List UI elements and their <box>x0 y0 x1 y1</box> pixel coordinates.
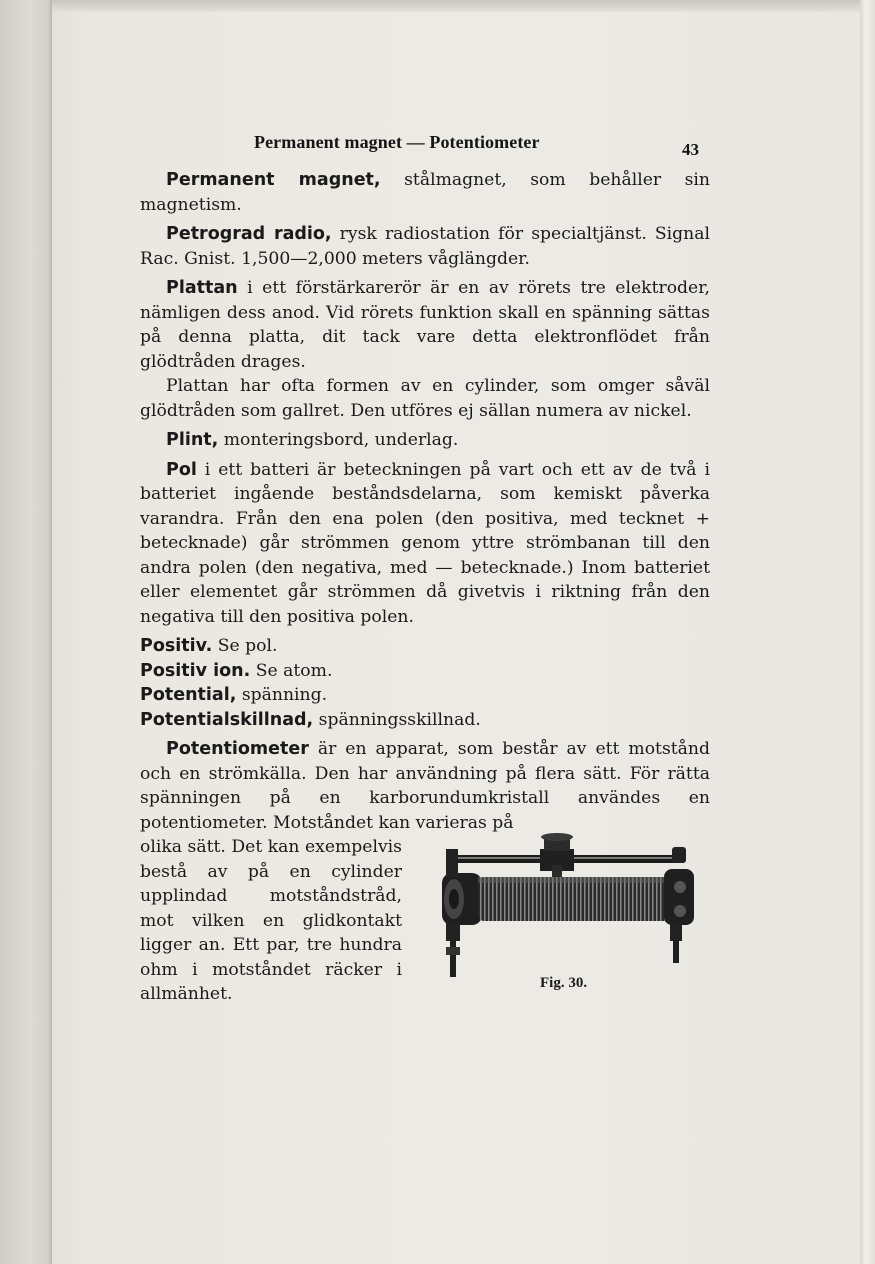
entry-term: Plint, <box>166 430 219 450</box>
page-body <box>140 168 710 1010</box>
entry-positiv <box>140 634 710 659</box>
entry-plint <box>140 428 710 453</box>
entry-text: Plattan har ofta formen av en cylinder, som omger såväl glödtråden som gallret. Den utföres ej sällan numera av nickel. <box>140 376 710 421</box>
entry-text: rysk radiostation för specialtjänst. Signal Rac. Gnist. 1,500—2,000 meters våglängder. <box>140 224 710 269</box>
entry-plattan <box>140 276 710 374</box>
entry-potential <box>140 683 710 708</box>
entry-term: Potentialskillnad, <box>140 709 314 730</box>
entry-potentialskillnad <box>140 708 710 733</box>
entry-text: olika sätt. Det kan exempelvis bestå av på en cylinder upplindad motståndstråd, mot vilken en glidkontakt ligger an. Ett par, tre hundra ohm i motståndet räcker i allmänhet. <box>140 837 402 1004</box>
entry-term: Pol <box>166 459 197 480</box>
entry-term: Positiv ion. <box>140 660 251 681</box>
entry-text: stålmagnet, som behåller sin magnetism. <box>140 170 710 215</box>
running-head: Permanent magnet — Potentiometer <box>254 132 540 152</box>
entry-text: Se pol. <box>212 636 278 656</box>
entry-petrograd-radio <box>140 222 710 271</box>
entry-text: spänningsskillnad. <box>313 709 481 730</box>
entry-text: Se atom. <box>250 660 333 681</box>
page-number: 43 <box>682 140 699 159</box>
page-header <box>0 128 875 158</box>
entry-term: Plattan <box>166 278 238 298</box>
potentiometer-figure <box>432 829 702 1004</box>
entry-text: monteringsbord, underlag. <box>218 430 459 450</box>
previous-page-edge <box>0 0 52 1264</box>
page-right-edge <box>860 0 875 1264</box>
figure-block <box>140 835 710 1010</box>
entry-term: Positiv. <box>140 636 213 656</box>
entry-pol <box>140 458 710 630</box>
entry-text: är en apparat, som består av ett motstånd och en strömkälla. Den har användning på flera sätt. För rätta spänningen på en karborundumkristall användes en potentiometer. Motståndet kan varieras på <box>140 739 710 833</box>
page-top-edge <box>52 0 860 12</box>
entry-potentiometer <box>140 737 710 835</box>
entry-text: i ett förstärkarerör är en av rörets tre elektroder, nämligen dess anod. Vid rörets funktion skall en spänning sättas på denna platta, dit tack vare detta elektronflödet från glödtråden drages. <box>140 278 710 372</box>
entry-term: Potential, <box>140 685 237 705</box>
figure-caption: Fig. 30. <box>540 975 588 991</box>
entry-positiv-ion <box>140 659 710 684</box>
entry-text: i ett batteri är beteckningen på vart och ett av de två i batteriet ingående beståndsdelarna, som kemiskt påverka varandra. Från den ena polen (den positiva, med tecknet + betecknade) går strömmen genom yttre strömbanan till den andra polen (den negativa, med — betecknade.) Inom batteriet eller elementet går strömmen då givetvis i riktning från den negativa till den positiva polen. <box>140 459 710 627</box>
entry-text: spänning. <box>236 685 328 705</box>
entry-term: Permanent magnet, <box>166 170 381 190</box>
entry-term: Potentiometer <box>166 739 309 759</box>
entry-plattan-continued <box>140 374 710 423</box>
entry-potentiometer-continued <box>140 835 402 1007</box>
entry-term: Petrograd radio, <box>166 224 332 244</box>
entry-permanent-magnet <box>140 168 710 217</box>
